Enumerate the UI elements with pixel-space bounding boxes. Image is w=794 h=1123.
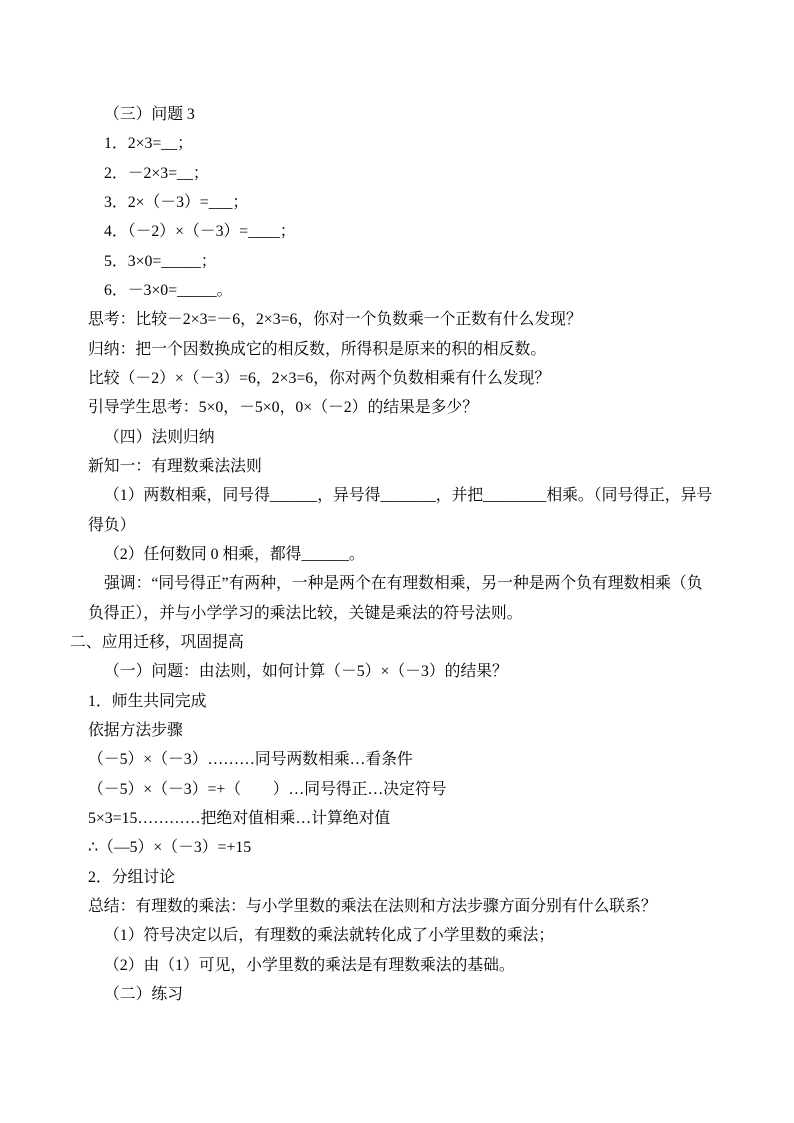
method-steps-label: 依据方法步骤 xyxy=(88,721,183,739)
question-6: 6．－3×0=_____。 xyxy=(104,281,233,299)
question-5: 5．3×0=_____； xyxy=(104,252,217,270)
section-3-heading: （三）问题 3 xyxy=(104,106,195,123)
subsection-2-heading: （二）练习 xyxy=(104,985,183,1003)
method-step-row-2: （－5）×（－3）=+（ ）…同号得正…决定符号 xyxy=(88,780,447,798)
method-step-row-1: （－5）×（－3）………同号两数相乘…看条件 xyxy=(88,751,413,769)
question-1: 1．2×3=__； xyxy=(104,135,193,153)
guide-prompt: 引导学生思考：5×0，－5×0，0×（－2）的结果是多少？ xyxy=(88,399,479,417)
induction-note: 归纳：把一个因数换成它的相反数，所得积是原来的积的相反数。 xyxy=(88,340,547,358)
method-step-row-3: 5×3=15…………把绝对值相乘…计算绝对值 xyxy=(88,809,391,827)
question-2: 2．－2×3=__； xyxy=(104,164,209,182)
rule-2: （2）任何数同 0 相乘，都得______。 xyxy=(104,545,365,563)
section-4-heading: （四）法则归纳 xyxy=(104,428,215,446)
emphasis-line-2: 负得正），并与小学学习的乘法比较，关键是乘法的符号法则。 xyxy=(88,604,523,622)
part-2-heading: 二、应用迁移，巩固提高 xyxy=(70,633,244,651)
document-body xyxy=(0,100,794,1009)
summary-point-2: （2）由（1）可见，小学里数的乘法是有理数乘法的基础。 xyxy=(104,956,515,974)
summary-point-1: （1）符号决定以后，有理数的乘法就转化成了小学里数的乘法； xyxy=(104,927,555,945)
rule-1-line-1: （1）两数相乘，同号得______，异号得_______，并把________相乘。（同号得正，异号 xyxy=(104,487,713,505)
summary-question: 总结：有理数的乘法：与小学里数的乘法在法则和方法步骤方面分别有什么联系？ xyxy=(88,897,657,915)
subsection-1-question: （一）问题：由法则，如何计算（－5）×（－3）的结果？ xyxy=(104,663,508,681)
emphasis-line-1: 强调：“同号得正”有两种，一种是两个在有理数相乘，另一种是两个负有理数相乘（负 xyxy=(104,575,703,593)
compare-prompt: 比较（－2）×（－3）=6，2×3=6，你对两个负数相乘有什么发现？ xyxy=(88,369,551,387)
therefore-result: ∴（—5）×（－3）=+15 xyxy=(88,839,252,857)
question-4: 4．（－2）×（－3）=____； xyxy=(104,223,296,241)
step-1-title: 1．师生共同完成 xyxy=(88,692,207,710)
think-prompt: 思考：比较－2×3=－6，2×3=6，你对一个负数乘一个正数有什么发现？ xyxy=(88,311,582,329)
rule-1-line-2: 得负） xyxy=(88,516,136,534)
new-knowledge-title: 新知一：有理数乘法法则 xyxy=(88,457,262,475)
step-2-title: 2．分组讨论 xyxy=(88,868,175,886)
question-3: 3．2×（－3）=___； xyxy=(104,193,249,211)
